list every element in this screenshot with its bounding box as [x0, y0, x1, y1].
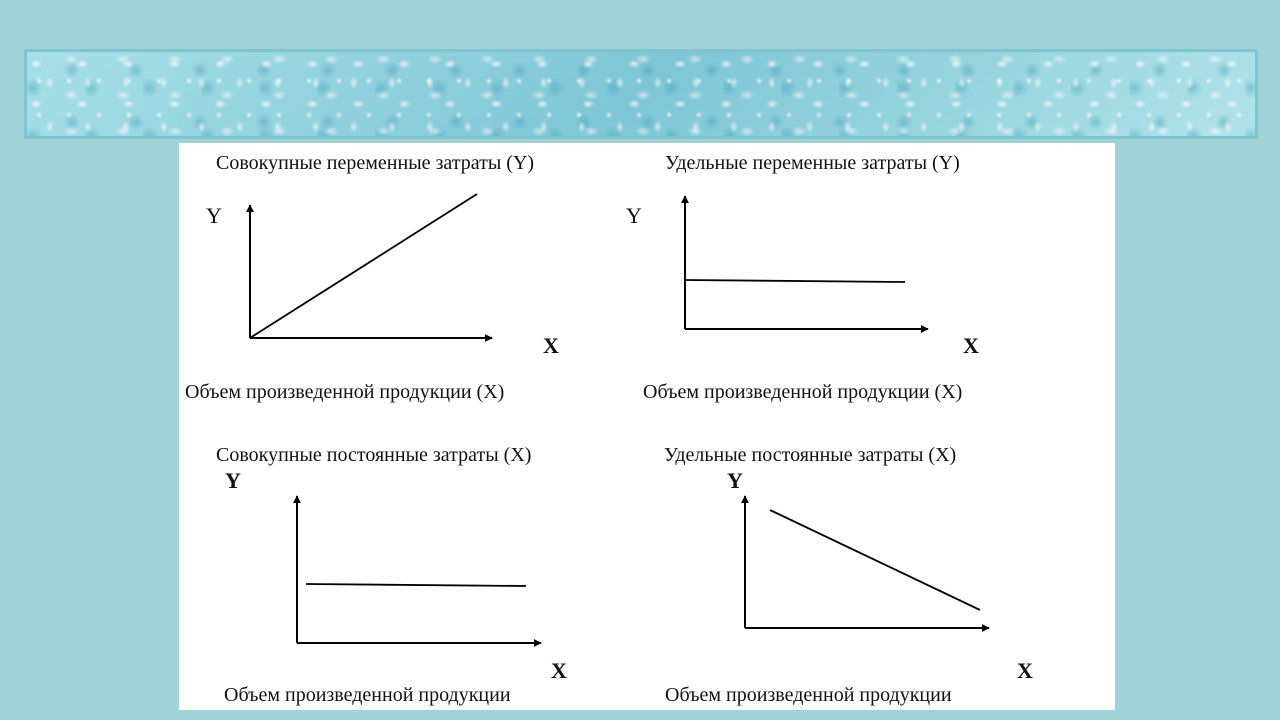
chart1-x-label: X	[543, 333, 559, 358]
chart4-caption: Объем произведенной продукции	[665, 684, 952, 706]
chart1-caption: Объем произведенной продукции (X)	[185, 381, 505, 403]
chart4-trend-line	[770, 510, 980, 610]
chart1-y-label: Y	[206, 203, 222, 228]
chart2-y-label: Y	[626, 203, 642, 228]
diagram-panel	[179, 143, 1115, 710]
chart3-title: Совокупные постоянные затраты (X)	[216, 444, 532, 466]
chart3-y-label: Y	[225, 468, 241, 493]
chart4-title: Удельные постоянные затраты (X)	[664, 444, 957, 466]
header-banner	[24, 49, 1258, 139]
chart3-caption: Объем произведенной продукции	[224, 684, 511, 706]
chart2-x-label: X	[963, 333, 979, 358]
chart3-trend-line	[306, 584, 526, 586]
chart1-title: Совокупные переменные затраты (Y)	[216, 152, 535, 174]
chart4-x-label: X	[1017, 658, 1033, 683]
chart2-caption: Объем произведенной продукции (X)	[643, 381, 963, 403]
chart4-y-label: Y	[727, 468, 743, 493]
diagram-graphics	[179, 143, 1115, 710]
chart3-x-label: X	[551, 658, 567, 683]
chart1-trend-line	[250, 194, 477, 338]
chart2-title: Удельные переменные затраты (Y)	[665, 152, 960, 174]
chart2-trend-line	[685, 280, 905, 282]
